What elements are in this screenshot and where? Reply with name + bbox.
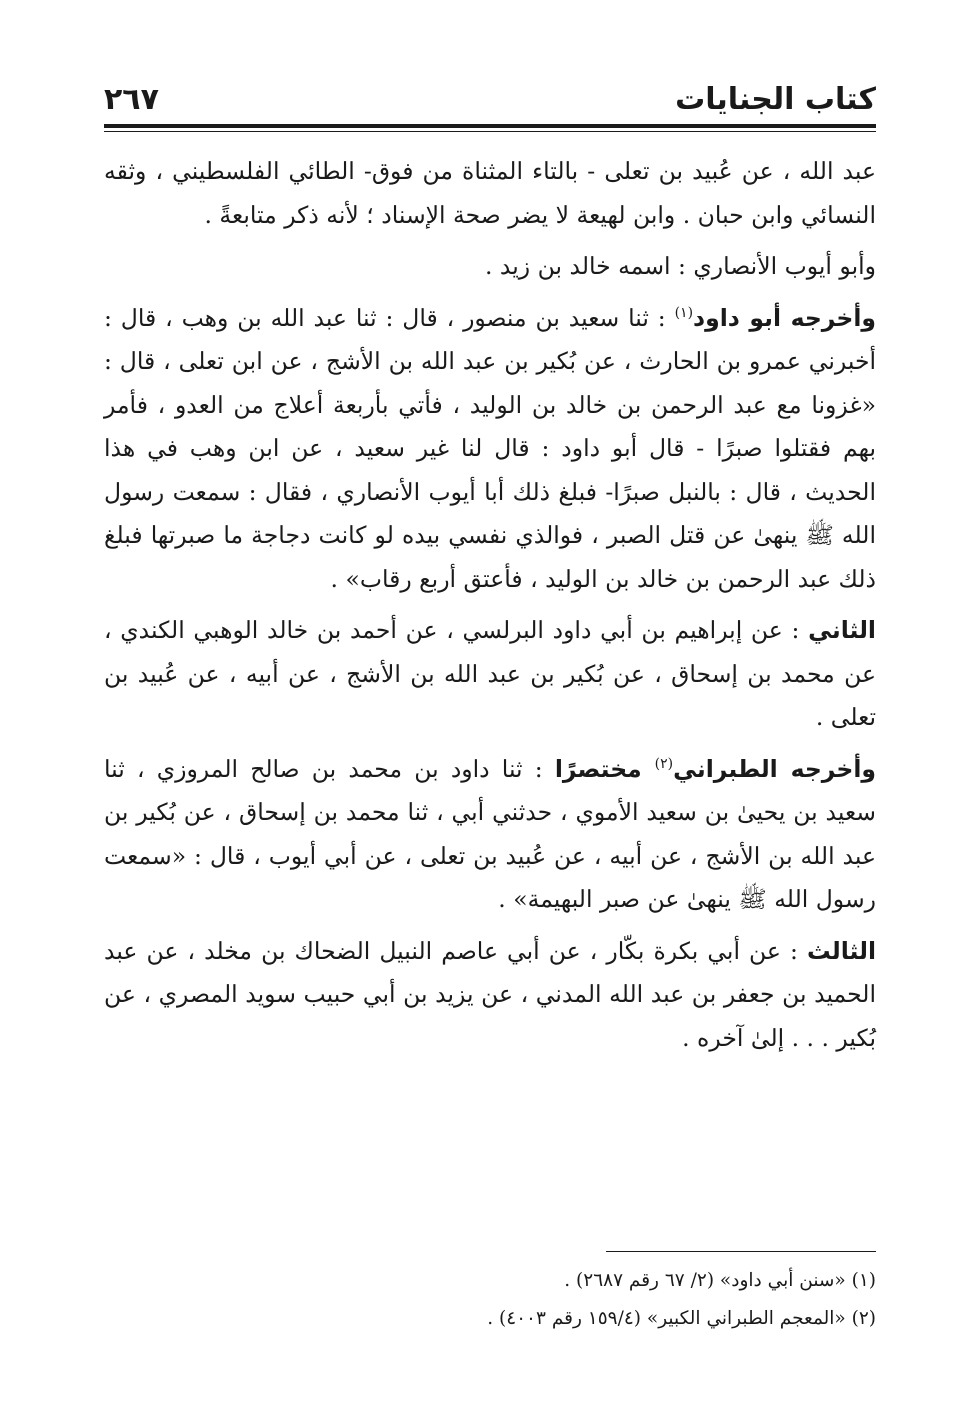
paragraph-text: عبد الله ، عن عُبيد بن تعلى - بالتاء المثناة من فوق- الطائي الفلسطيني ، وثقه النسائي وابن حبان . وابن لهيعة لا يضر صحة الإسناد ؛ لأنه ذكر متابعةً . [104, 157, 876, 229]
paragraph-text: وأبو أيوب الأنصاري : اسمه خالد بن زيد . [484, 252, 876, 280]
footnote-1: (١) «سنن أبي داود» (٢/ ٦٧ رقم ٢٦٨٧) . [564, 1270, 876, 1291]
paragraph-lead-2: مختصرًا [554, 754, 655, 783]
book-title: كتاب الجنايات [675, 82, 876, 117]
page-header [104, 80, 876, 120]
paragraph [104, 150, 876, 237]
paragraph [104, 748, 876, 922]
paragraph [104, 930, 876, 1061]
header-rule-thin [104, 131, 876, 132]
main-text [104, 150, 876, 1060]
paragraph-text: : ثنا سعيد بن منصور ، قال : ثنا عبد الله بن وهب ، قال : أخبرني عمرو بن الحارث ، عن بُكير بن عبد الله بن الأشج ، عن ابن تعلى ، قال : «غزونا مع عبد الرحمن بن خالد بن الوليد ، فأتي بأربعة أعلاج من العدو ، فأمر بهم فقتلوا صبرًا - قال أبو داود : قال لنا غير سعيد ، عن ابن وهب في هذا الحديث ، قال : بالنبل صبرًا- فبلغ ذلك أبا أيوب الأنصاري ، فقال : سمعت رسول الله ﷺ ينهىٰ عن قتل الصبر ، فوالذي نفسي بيده لو كانت دجاجة ما صبرتها فبلغ ذلك عبد الرحمن بن خالد بن الوليد ، فأعتق أربع رقاب» . [104, 303, 876, 593]
paragraph-text: : ثنا داود بن محمد بن صالح المروزي ، ثنا سعيد بن يحيىٰ بن سعيد الأموي ، حدثني أبي ، ثنا محمد بن إسحاق ، عن بُكير بن عبد الله بن الأشج ، عن أبيه ، عن عُبيد بن تعلى ، عن أبي أيوب ، قال : «سمعت رسول الله ﷺ ينهىٰ عن صبر البهيمة» . [104, 754, 876, 913]
paragraph-lead: وأخرجه الطبراني [673, 754, 877, 783]
paragraph-lead: الثالث [807, 936, 876, 965]
footnote-separator [606, 1251, 876, 1252]
paragraph-lead: وأخرجه أبو داود [693, 303, 876, 332]
paragraph [104, 609, 876, 740]
page-number: ٢٦٧ [104, 82, 159, 117]
footnotes [104, 1262, 876, 1338]
paragraph-text: : عن إبراهيم بن أبي داود البرلسي ، عن أحمد بن خالد الوهبي الكندي ، عن محمد بن إسحاق ، عن بُكير بن عبد الله بن الأشج ، عن أبيه ، عن عُبيد بن تعلى . [104, 616, 876, 731]
paragraph-text: : عن أبي بكرة بكّار ، عن أبي عاصم النبيل الضحاك بن مخلد ، عن عبد الحميد بن جعفر بن عبد الله المدني ، عن يزيد بن أبي حبيب سويد المصري ، عن بُكير . . . إلىٰ آخره . [104, 936, 876, 1052]
paragraph [104, 297, 876, 602]
footnote-ref: (٢) [654, 755, 674, 772]
header-rule-thick [104, 124, 876, 128]
footnote-2: (٢) «المعجم الطبراني الكبير» (١٥٩/٤ رقم ٤٠٠٣) . [487, 1308, 876, 1329]
book-page [104, 0, 876, 1417]
paragraph-lead: الثاني [808, 616, 876, 644]
footnote-ref: (١) [674, 304, 694, 321]
paragraph [104, 245, 876, 289]
